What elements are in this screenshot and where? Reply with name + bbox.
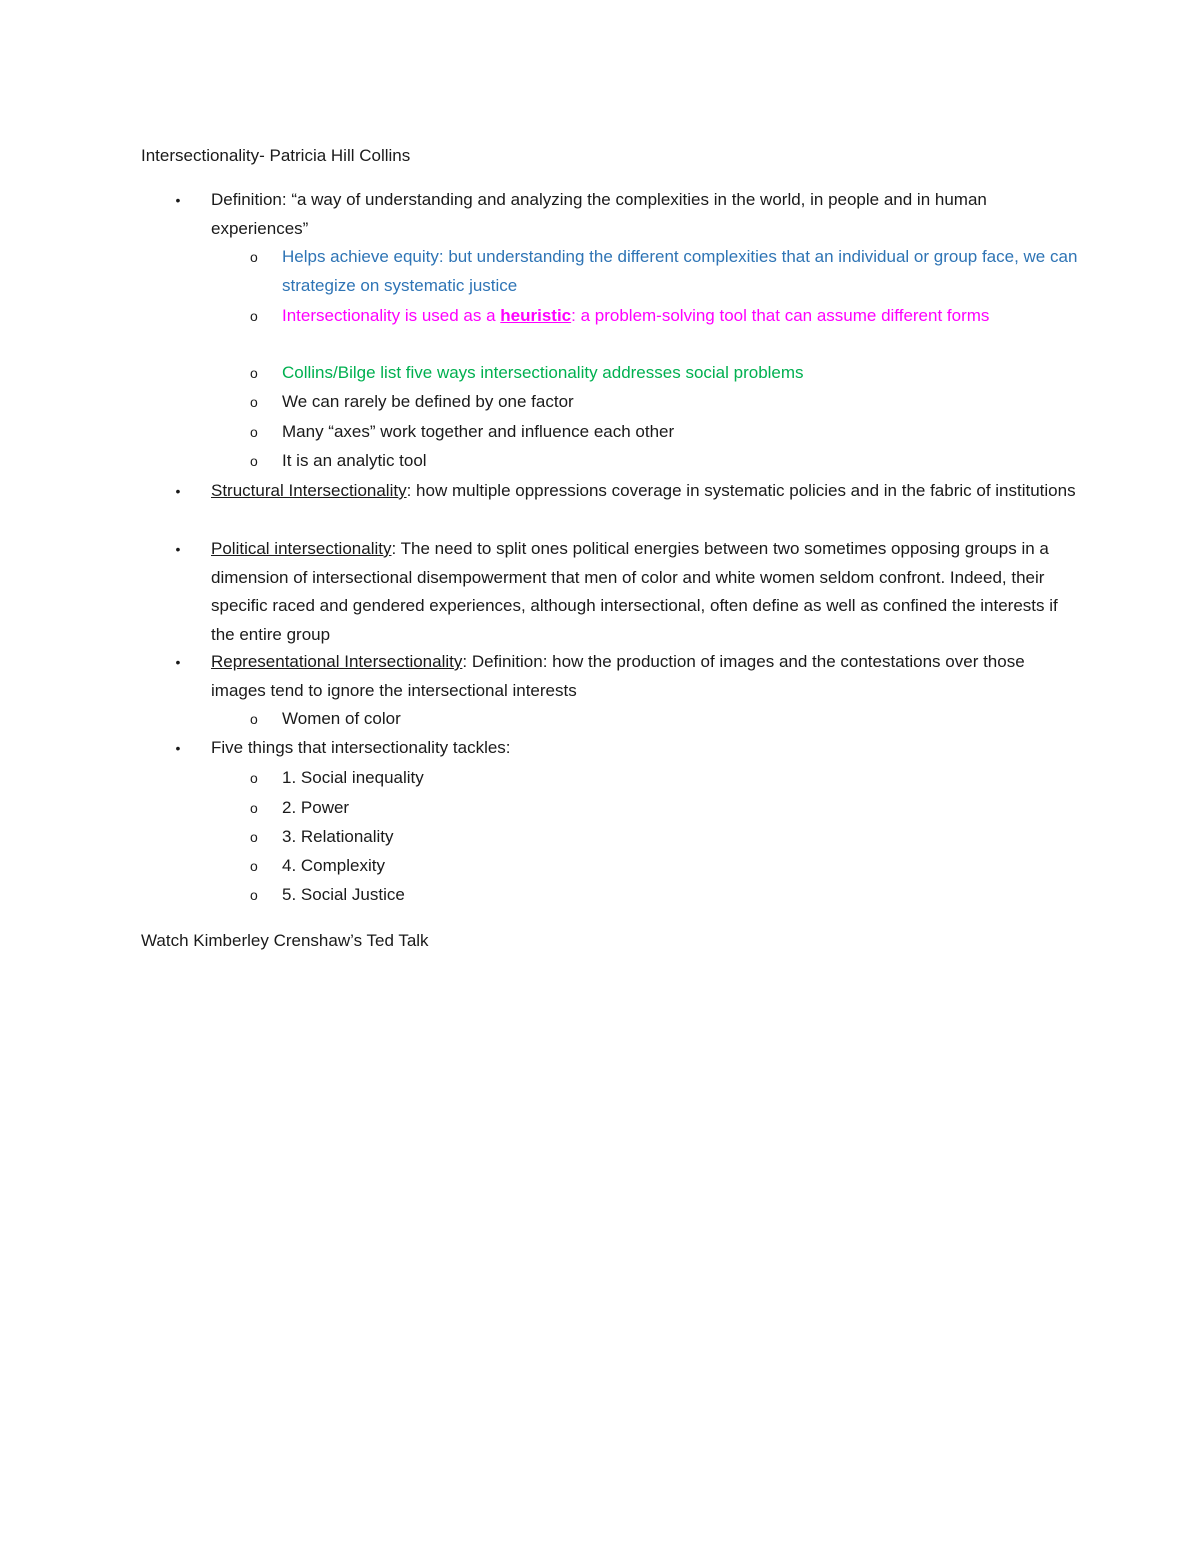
bullet-text: : how multiple oppressions coverage in systematic policies and in the fabric of institutions bbox=[406, 481, 1076, 500]
bullet-five-things bbox=[175, 734, 1081, 763]
bullet-text: Five things that intersectionality tackles: bbox=[211, 738, 511, 757]
bullet-term: Structural Intersectionality bbox=[211, 481, 407, 500]
five-things-item bbox=[250, 764, 1082, 793]
sub-marker: o bbox=[250, 394, 258, 410]
sub-item-analytic-tool bbox=[250, 447, 1082, 476]
footer-note: Watch Kimberley Crenshaw’s Ted Talk bbox=[141, 931, 429, 950]
bullet-marker: • bbox=[175, 541, 181, 557]
bullet-term: Political intersectionality bbox=[211, 539, 392, 558]
bullet-marker: • bbox=[175, 192, 181, 208]
sub-marker: o bbox=[250, 424, 258, 440]
sub-marker: o bbox=[250, 770, 258, 786]
sub-item-axes bbox=[250, 418, 1082, 447]
bullet-marker: • bbox=[175, 654, 181, 670]
bullet-text: Definition: “a way of understanding and analyzing the complexities in the world, in people and in human experiences” bbox=[211, 190, 987, 238]
sub-marker: o bbox=[250, 829, 258, 845]
bullet-marker: • bbox=[175, 483, 181, 499]
sub-marker: o bbox=[250, 711, 258, 727]
bullet-text: : Definition: how the production of images and the contestations over those images tend to ignore the intersectional interests bbox=[211, 652, 1025, 700]
sub-marker: o bbox=[250, 887, 258, 903]
bullet-marker: • bbox=[175, 740, 181, 756]
sub-text: Helps achieve equity: but understanding the different complexities that an individual or group face, we can strategize on systematic justice bbox=[282, 247, 1078, 295]
sub-text: 5. Social Justice bbox=[282, 885, 405, 904]
sub-item-one-factor bbox=[250, 388, 1082, 417]
bullet-definition bbox=[175, 186, 1081, 243]
sub-text: It is an analytic tool bbox=[282, 451, 427, 470]
sub-marker: o bbox=[250, 858, 258, 874]
sub-text: Collins/Bilge list five ways intersectionality addresses social problems bbox=[282, 363, 804, 382]
sub-text: Women of color bbox=[282, 709, 401, 728]
sub-text: 4. Complexity bbox=[282, 856, 385, 875]
five-things-item bbox=[250, 881, 1082, 910]
sub-item-collins-bilge bbox=[250, 359, 1082, 388]
bullet-structural-intersectionality bbox=[175, 477, 1081, 506]
sub-item-women-of-color bbox=[250, 705, 1082, 734]
sub-text: We can rarely be defined by one factor bbox=[282, 392, 574, 411]
sub-item-helps-achieve-equity bbox=[250, 243, 1082, 300]
sub-text: 1. Social inequality bbox=[282, 768, 424, 787]
five-things-item bbox=[250, 823, 1082, 852]
sub-text: Many “axes” work together and influence each other bbox=[282, 422, 675, 441]
sub-text-post: : a problem-solving tool that can assume different forms bbox=[571, 306, 990, 325]
sub-marker: o bbox=[250, 308, 258, 324]
bullet-text: : The need to split ones political energies between two sometimes opposing groups in a dimension of intersectional disempowerment that men of color and white women seldom confront. Indeed, their specific raced and gendered experiences, although intersectional, often define as well as confined the interests if the entire group bbox=[211, 539, 1058, 644]
bullet-political-intersectionality bbox=[175, 535, 1081, 649]
bullet-representational-intersectionality bbox=[175, 648, 1081, 705]
five-things-item bbox=[250, 852, 1082, 881]
heuristic-term: heuristic bbox=[500, 306, 572, 325]
sub-marker: o bbox=[250, 249, 258, 265]
sub-item-heuristic bbox=[250, 302, 1082, 331]
sub-text-pre: Intersectionality is used as a bbox=[282, 306, 501, 325]
bullet-term: Representational Intersectionality bbox=[211, 652, 463, 671]
sub-marker: o bbox=[250, 365, 258, 381]
sub-marker: o bbox=[250, 453, 258, 469]
sub-text: 2. Power bbox=[282, 798, 350, 817]
sub-text: 3. Relationality bbox=[282, 827, 394, 846]
five-things-item bbox=[250, 794, 1082, 823]
document-title: Intersectionality- Patricia Hill Collins bbox=[141, 146, 411, 165]
sub-marker: o bbox=[250, 800, 258, 816]
